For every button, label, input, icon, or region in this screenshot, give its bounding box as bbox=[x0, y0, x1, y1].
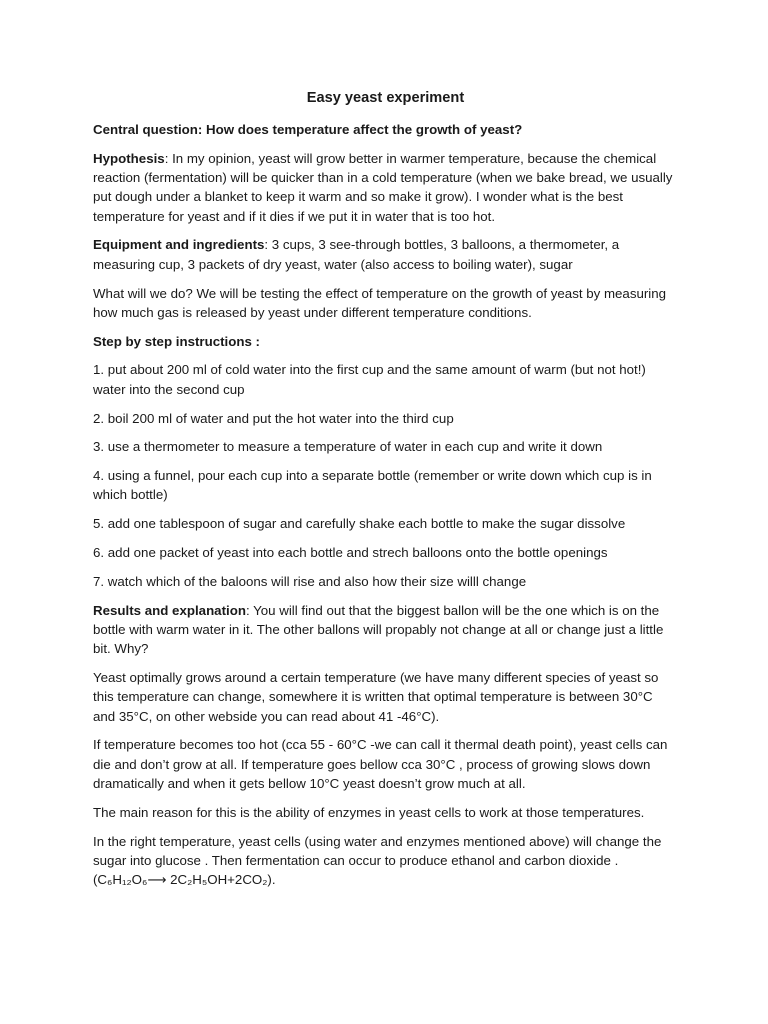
results-label: Results and explanation bbox=[93, 602, 246, 618]
step-item: 2. boil 200 ml of water and put the hot water into the third cup bbox=[93, 410, 454, 426]
step-item: 6. add one packet of yeast into each bottle and strech balloons onto the bottle openings bbox=[93, 545, 608, 561]
step-item: 1. put about 200 ml of cold water into the first cup and the same amount of warm (but not hot!) water into the second cup bbox=[93, 362, 646, 397]
document-title: Easy yeast experiment bbox=[306, 90, 465, 106]
hypothesis-text: : In my opinion, yeast will grow better in warmer temperature, because the chemical reaction (fermentation) will be quicker than in a cold temperature (when we bake bread, we usually put dough under a blanket to keep it warm and so make it grow). I wonder what is the best temperature for yeast and if it dies if we put it in water that is too hot. bbox=[93, 150, 673, 224]
enzymes-paragraph: The main reason for this is the ability of enzymes in yeast cells to work at those temperatures. bbox=[93, 804, 645, 820]
what-will-we-do-paragraph: What will we do? We will be testing the effect of temperature on the growth of yeast by measuring how much gas is released by yeast under different temperature conditions. bbox=[93, 285, 667, 320]
equipment-paragraph bbox=[93, 235, 678, 274]
too-hot-paragraph: If temperature becomes too hot (cca 55 - 60°C -we can call it thermal death point), yeast cells can die and don’t grow at all. If temperature goes bellow cca 30°C , process of growing slows down dramatically and when it gets bellow 10°C yeast doesn’t grow much at all. bbox=[93, 737, 668, 792]
steps-heading-text: Step by step instructions : bbox=[93, 333, 260, 349]
hypothesis-paragraph bbox=[93, 149, 678, 226]
optimal-temperature-paragraph: Yeast optimally grows around a certain temperature (we have many different species of yeast so this temperature can change, somewhere it is written that optimal temperature is between 30°C and 35°C, on other webside you can read about 41 -46°C). bbox=[93, 670, 659, 724]
equipment-text: : 3 cups, 3 see-through bottles, 3 balloons, a thermometer, a measuring cup, 3 packets of dry yeast, water (also access to boiling water), sugar bbox=[93, 237, 620, 272]
results-paragraph bbox=[93, 601, 678, 659]
step-item: 4. using a funnel, pour each cup into a separate bottle (remember or write down which cup is in which bottle) bbox=[93, 468, 652, 503]
hypothesis-label: Hypothesis bbox=[93, 150, 165, 166]
equipment-label: Equipment and ingredients bbox=[93, 237, 265, 253]
steps-heading bbox=[93, 332, 678, 351]
document-page bbox=[93, 88, 678, 899]
step-item: 3. use a thermometer to measure a temperature of water in each cup and write it down bbox=[93, 439, 603, 455]
fermentation-paragraph: In the right temperature, yeast cells (using water and enzymes mentioned above) will change the sugar into glucose . Then fermentation can occur to produce ethanol and carbon dioxide . (C₆H₁₂O₆⟶ 2C₂H₅OH+2CO₂). bbox=[93, 833, 662, 888]
results-text: : You will find out that the biggest ballon will be the one which is on the bottle with warm water in it. The other ballons will propably not change at all or change just a little bit. Why? bbox=[93, 602, 664, 657]
central-question-text: Central question: How does temperature affect the growth of yeast? bbox=[93, 122, 523, 137]
step-item: 7. watch which of the baloons will rise and also how their size willl change bbox=[93, 573, 527, 589]
step-item: 5. add one tablespoon of sugar and carefully shake each bottle to make the sugar dissolve bbox=[93, 516, 626, 532]
central-question bbox=[93, 120, 678, 139]
